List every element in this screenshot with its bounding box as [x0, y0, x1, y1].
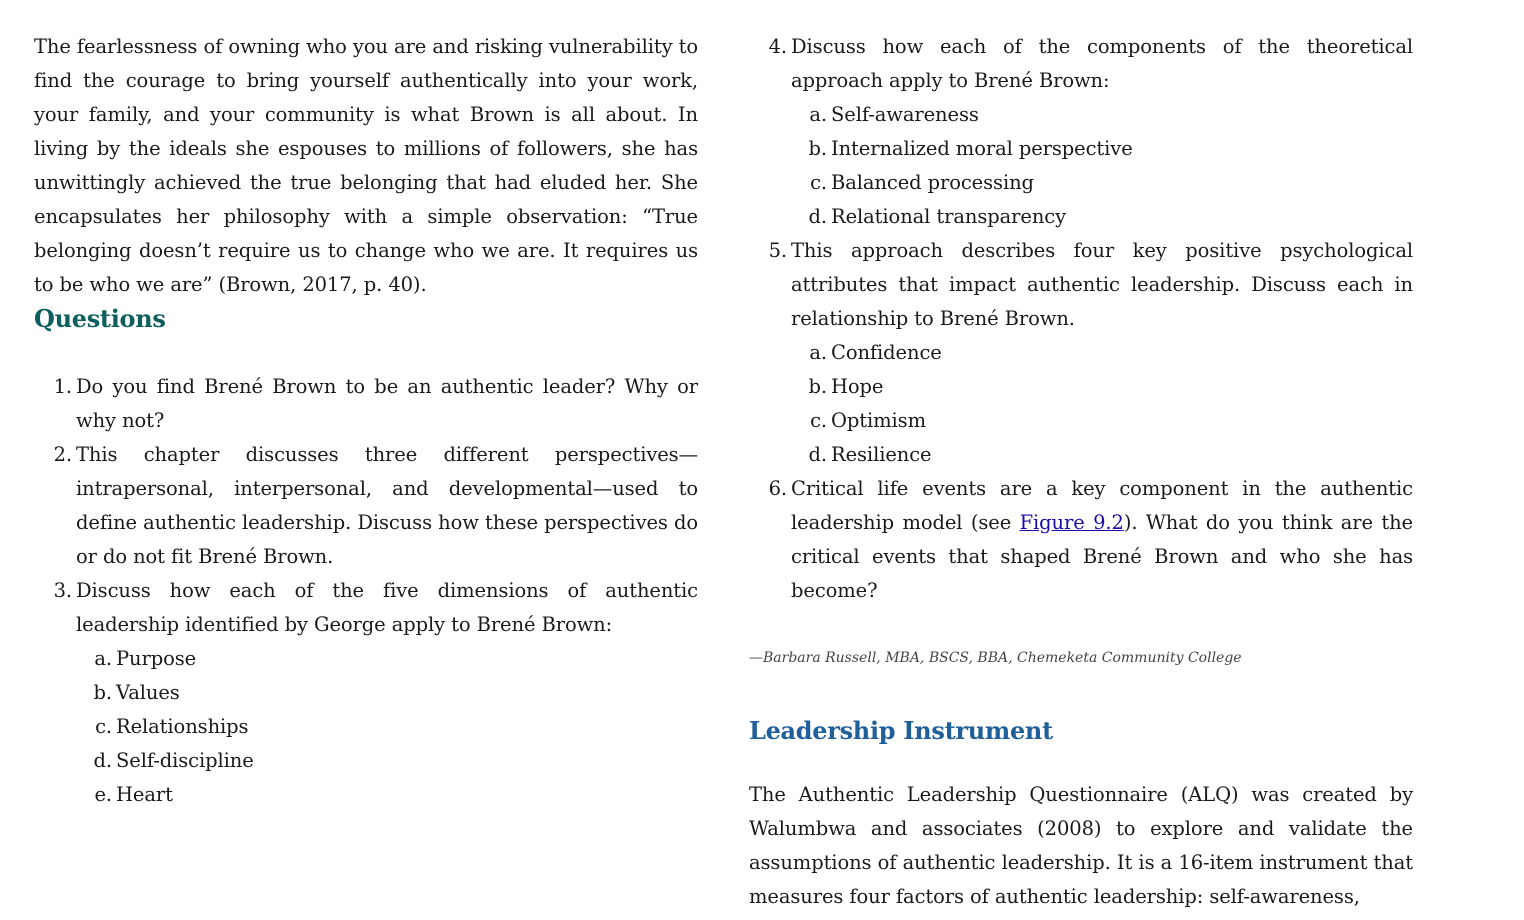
sub-item-letter: d. — [93, 749, 112, 772]
sub-item-text: Relational transparency — [831, 205, 1067, 228]
sub-item — [76, 676, 698, 710]
sub-list — [76, 642, 698, 812]
sub-item-text: Balanced processing — [831, 171, 1034, 194]
sub-item-text: Relationships — [116, 715, 249, 738]
sub-item-letter: b. — [808, 137, 827, 160]
leadership-instrument-heading: Leadership Instrument — [749, 716, 1053, 745]
sub-item — [791, 98, 1413, 132]
sub-item-letter: b. — [93, 681, 112, 704]
questions-list-right — [749, 30, 1413, 608]
instrument-paragraph: The Authentic Leadership Questionnaire (ALQ) was created by Walumbwa and associates (2008) to explore and validate the assumptions of authentic leadership. It is a 16-item instrument that measures four factors of authentic leadership: self-awareness, — [749, 783, 1413, 908]
sub-item — [791, 370, 1413, 404]
question-text: Do you find Brené Brown to be an authentic leader? Why or why not? — [76, 375, 698, 432]
question-item — [34, 370, 698, 438]
questions-list-left — [34, 370, 698, 812]
sub-item-letter: c. — [810, 409, 827, 432]
sub-item-text: Self-discipline — [116, 749, 254, 772]
sub-item-text: Optimism — [831, 409, 926, 432]
sub-item — [76, 778, 698, 812]
sub-item-letter: a. — [809, 103, 827, 126]
sub-item-text: Resilience — [831, 443, 932, 466]
sub-item-letter: a. — [94, 647, 112, 670]
sub-item — [791, 336, 1413, 370]
question-text-after-link: ). What do you think are the critical events that shaped Brené Brown and who she has become? — [791, 511, 1413, 602]
sub-item-text: Internalized moral perspective — [831, 137, 1133, 160]
sub-item-text: Purpose — [116, 647, 197, 670]
sub-item — [76, 642, 698, 676]
question-number: 3. — [53, 579, 72, 602]
sub-item-text: Values — [116, 681, 180, 704]
sub-item — [76, 710, 698, 744]
attribution: —Barbara Russell, MBA, BSCS, BBA, Chemeketa Community College — [749, 650, 1242, 666]
figure-link[interactable]: Figure 9.2 — [1019, 511, 1124, 534]
question-text-before-link: Critical life events are a key component in the authentic leadership model (see — [791, 477, 1413, 534]
question-item — [749, 472, 1413, 608]
sub-item-letter: b. — [808, 375, 827, 398]
question-item — [749, 30, 1413, 234]
question-text: Discuss how each of the components of the theoretical approach apply to Brené Brown: — [791, 35, 1413, 92]
sub-item-letter: d. — [808, 443, 827, 466]
sub-item-letter: a. — [809, 341, 827, 364]
sub-item-text: Hope — [831, 375, 884, 398]
question-number: 6. — [768, 477, 787, 500]
sub-item — [76, 744, 698, 778]
sub-item — [791, 404, 1413, 438]
sub-item-letter: c. — [95, 715, 112, 738]
question-text: Discuss how each of the five dimensions of authentic leadership identified by George apply to Brené Brown: — [76, 579, 698, 636]
question-number: 2. — [53, 443, 72, 466]
question-number: 1. — [53, 375, 72, 398]
sub-item — [791, 132, 1413, 166]
sub-item-letter: c. — [810, 171, 827, 194]
sub-item — [791, 200, 1413, 234]
intro-paragraph: The fearlessness of owning who you are and risking vulnerability to find the courage to bring yourself authentically into your work, your family, and your community is what Brown is all about. In living by the ideals she espouses to millions of followers, she has unwittingly achieved the true belonging that had eluded her. She encapsulates her philosophy with a simple observation: “True belonging doesn’t require us to change who we are. It requires us to be who we are” (Brown, 2017, p. 40). — [34, 35, 698, 296]
right-column — [749, 30, 1413, 914]
question-number: 5. — [768, 239, 787, 262]
sub-item-text: Self-awareness — [831, 103, 979, 126]
sub-item-letter: d. — [808, 205, 827, 228]
question-number: 4. — [768, 35, 787, 58]
sub-item — [791, 166, 1413, 200]
sub-item — [791, 438, 1413, 472]
question-item — [34, 438, 698, 574]
question-text: This approach describes four key positive psychological attributes that impact authentic leadership. Discuss each in relationship to Brené Brown. — [791, 239, 1413, 330]
question-text: This chapter discusses three different perspectives—intrapersonal, interpersonal, and developmental—used to define authentic leadership. Discuss how these perspectives do or do not fit Brené Brown. — [76, 443, 698, 568]
sub-list — [791, 336, 1413, 472]
questions-heading: Questions — [34, 304, 166, 333]
question-item — [749, 234, 1413, 472]
sub-item-letter: e. — [94, 783, 112, 806]
question-item — [34, 574, 698, 812]
sub-list — [791, 98, 1413, 234]
left-column — [34, 30, 698, 812]
sub-item-text: Confidence — [831, 341, 942, 364]
sub-item-text: Heart — [116, 783, 173, 806]
